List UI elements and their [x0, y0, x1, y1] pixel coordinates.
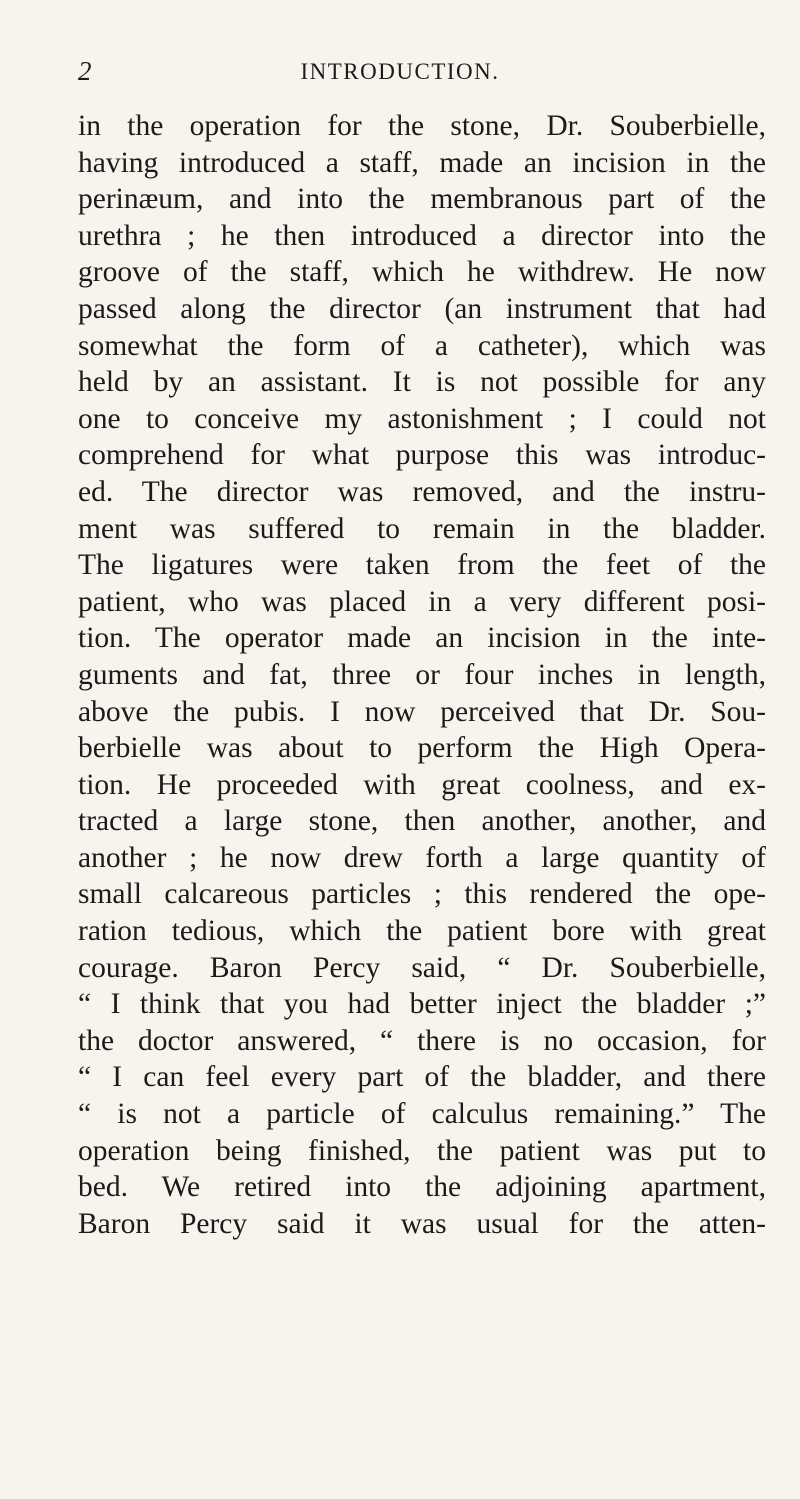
text-line: berbielle was about to perform the High Opera- [78, 732, 766, 765]
text-line: tracted a large stone, then another, another, and [78, 805, 766, 838]
text-line: having introduced a staff, made an incision in the [78, 146, 766, 179]
text-line: ed. The director was removed, and the instru- [78, 475, 766, 508]
text-line: “ I can feel every part of the bladder, and there [78, 1061, 766, 1094]
text-line: “ I think that you had better inject the bladder ;” [78, 988, 766, 1021]
text-line: the doctor answered, “ there is no occasion, for [78, 1024, 766, 1057]
text-line: perinæum, and into the membranous part of the [78, 183, 766, 216]
text-line: somewhat the form of a catheter), which was [78, 329, 766, 362]
body-text [78, 108, 766, 1242]
text-line: small calcareous particles ; this rendered the ope- [78, 878, 766, 911]
running-head: INTRODUCTION. [300, 59, 500, 84]
text-line: bed. We retired into the adjoining apartment, [78, 1171, 766, 1204]
text-line: passed along the director (an instrument that had [78, 292, 766, 325]
text-line: operation being finished, the patient was put to [78, 1134, 766, 1167]
text-line: one to conceive my astonishment ; I could not [78, 402, 766, 435]
page-number: 2 [78, 56, 92, 86]
text-line: patient, who was placed in a very different posi- [78, 585, 766, 618]
text-line: tion. He proceeded with great coolness, and ex- [78, 768, 766, 801]
text-line: “ is not a particle of calculus remaining.” The [78, 1098, 766, 1131]
text-line: held by an assistant. It is not possible for any [78, 366, 766, 399]
text-line: above the pubis. I now perceived that Dr. Sou- [78, 695, 766, 728]
text-line: The ligatures were taken from the feet of the [78, 549, 766, 582]
text-line: urethra ; he then introduced a director into the [78, 219, 766, 252]
text-line: groove of the staff, which he withdrew. He now [78, 256, 766, 289]
text-line: tion. The operator made an incision in the inte- [78, 622, 766, 655]
text-line: ration tedious, which the patient bore with great [78, 915, 766, 948]
text-line: in the operation for the stone, Dr. Souberbielle, [78, 110, 766, 142]
text-line: another ; he now drew forth a large quantity of [78, 841, 766, 874]
text-line: ment was suffered to remain in the bladder. [78, 512, 766, 545]
text-line: Baron Percy said it was usual for the atten- [78, 1207, 766, 1240]
text-line: courage. Baron Percy said, “ Dr. Souberbielle, [78, 951, 766, 984]
text-line: guments and fat, three or four inches in length, [78, 658, 766, 691]
text-line: comprehend for what purpose this was introduc- [78, 439, 766, 472]
